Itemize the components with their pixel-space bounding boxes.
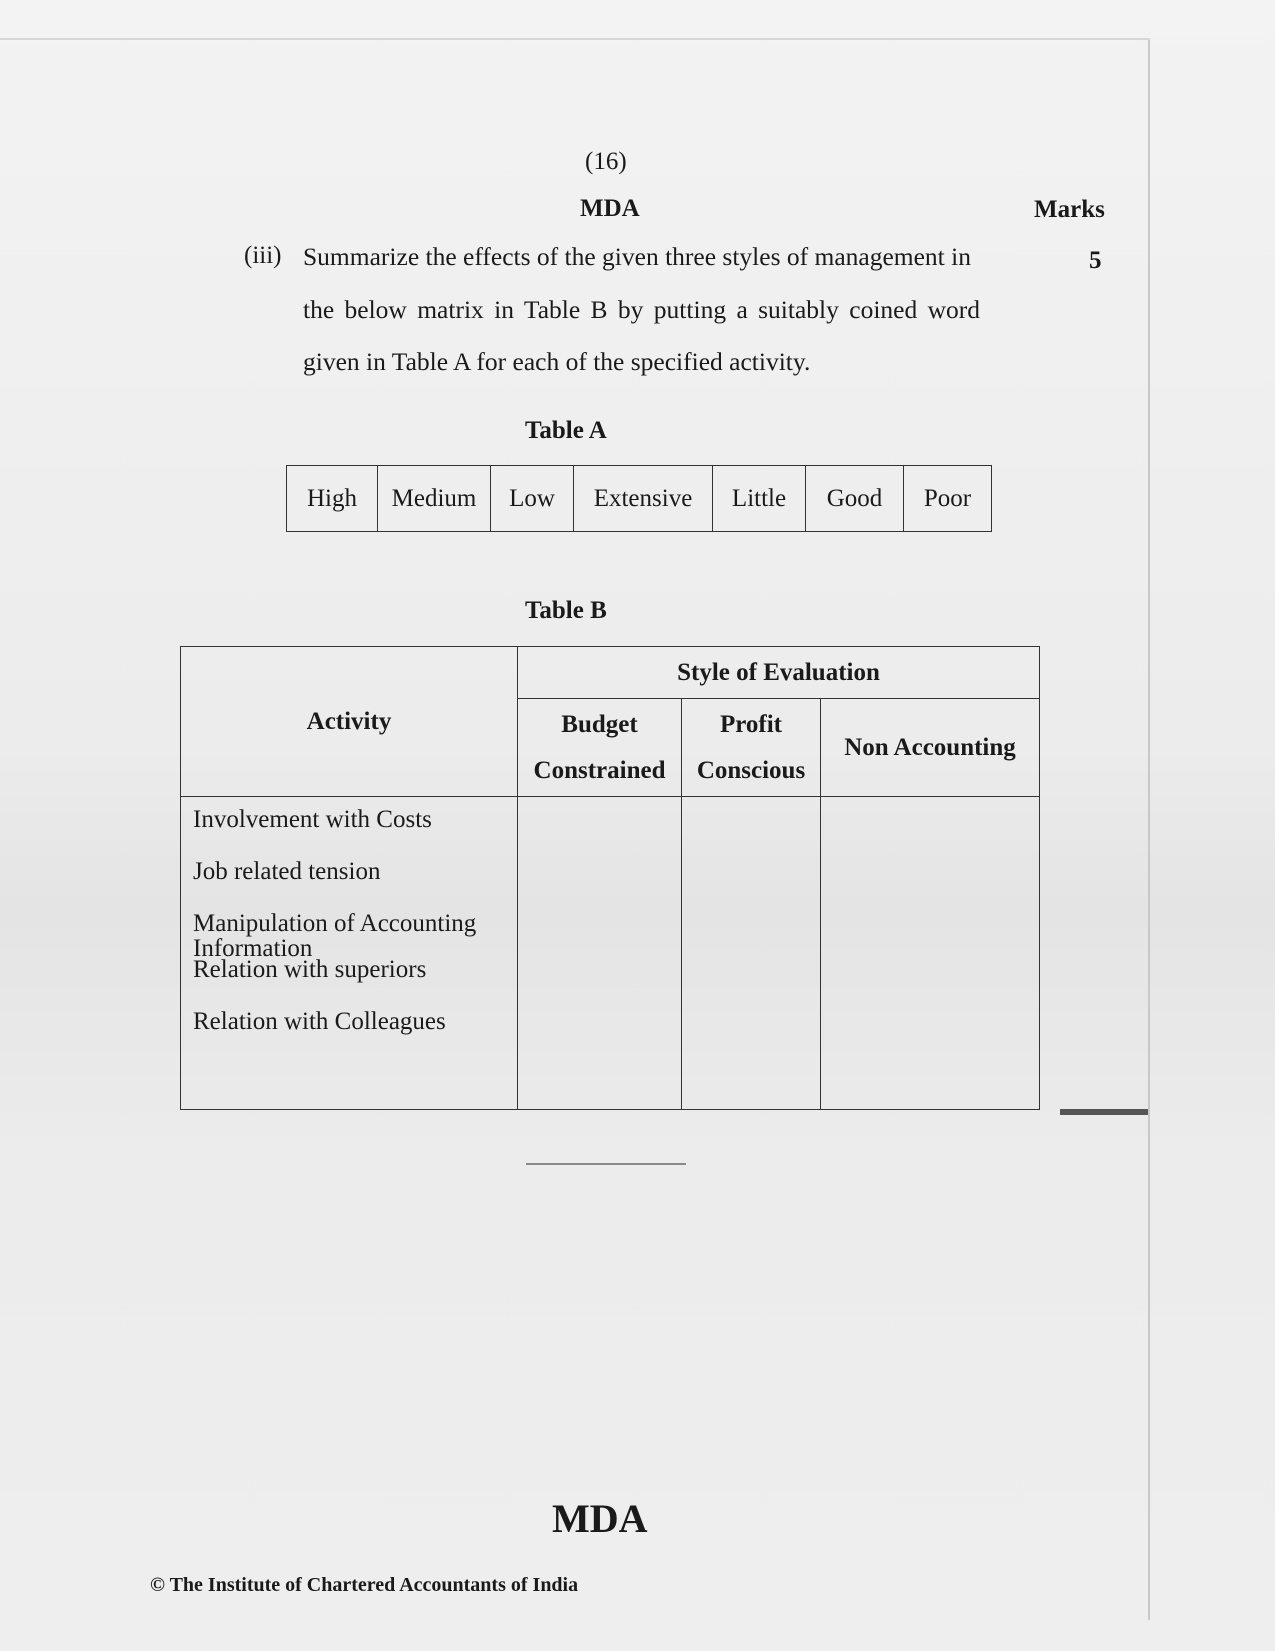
table-a-word: Medium bbox=[378, 466, 491, 532]
budget-constrained-answer-cell bbox=[518, 797, 682, 1110]
activity-header: Activity bbox=[181, 647, 518, 797]
activity-item: Involvement with Costs bbox=[193, 806, 432, 833]
marks-value: 5 bbox=[1089, 247, 1102, 274]
page-top-edge bbox=[0, 38, 1150, 40]
profit-conscious-answer-cell bbox=[682, 797, 821, 1110]
column-header-non-accounting: Non Accounting bbox=[821, 699, 1040, 797]
table-a-word: Little bbox=[713, 466, 806, 532]
table-a-word: High bbox=[287, 466, 378, 532]
page-header: MDA bbox=[580, 195, 640, 222]
table-a-word: Extensive bbox=[574, 466, 713, 532]
activity-cell bbox=[181, 797, 518, 1110]
page-number: (16) bbox=[585, 148, 627, 175]
style-header: Style of Evaluation bbox=[518, 647, 1040, 699]
question-number: (iii) bbox=[244, 242, 282, 269]
column-header-budget: Budget Constrained bbox=[518, 699, 682, 797]
table-b bbox=[180, 646, 1040, 1110]
table-a-word: Poor bbox=[904, 466, 992, 532]
activity-item: Relation with superiors bbox=[193, 956, 427, 983]
table-a-title: Table A bbox=[525, 417, 607, 444]
table-b-title: Table B bbox=[525, 597, 607, 624]
activity-item: Relation with Colleagues bbox=[193, 1008, 446, 1035]
column-header-profit: Profit Conscious bbox=[682, 699, 821, 797]
activity-item: Manipulation of Accounting Information bbox=[193, 910, 477, 962]
table-a-word: Good bbox=[806, 466, 904, 532]
non-accounting-answer-cell bbox=[821, 797, 1040, 1110]
footer-title: MDA bbox=[552, 1496, 648, 1541]
table-a bbox=[286, 465, 992, 532]
page-right-edge bbox=[1148, 40, 1150, 1620]
activity-item: Job related tension bbox=[193, 858, 381, 885]
question-line-3: given in Table A for each of the specified activity. bbox=[303, 347, 811, 376]
margin-mark bbox=[1060, 1109, 1148, 1115]
question-line-2: the below matrix in Table B by putting a suitably coined word bbox=[303, 295, 981, 324]
copyright-notice: © The Institute of Chartered Accountants of India bbox=[150, 1574, 579, 1596]
question-line-1: Summarize the effects of the given three styles of management in bbox=[303, 242, 971, 271]
section-separator bbox=[526, 1163, 686, 1165]
table-a-word: Low bbox=[491, 466, 574, 532]
marks-label: Marks bbox=[1034, 196, 1105, 223]
